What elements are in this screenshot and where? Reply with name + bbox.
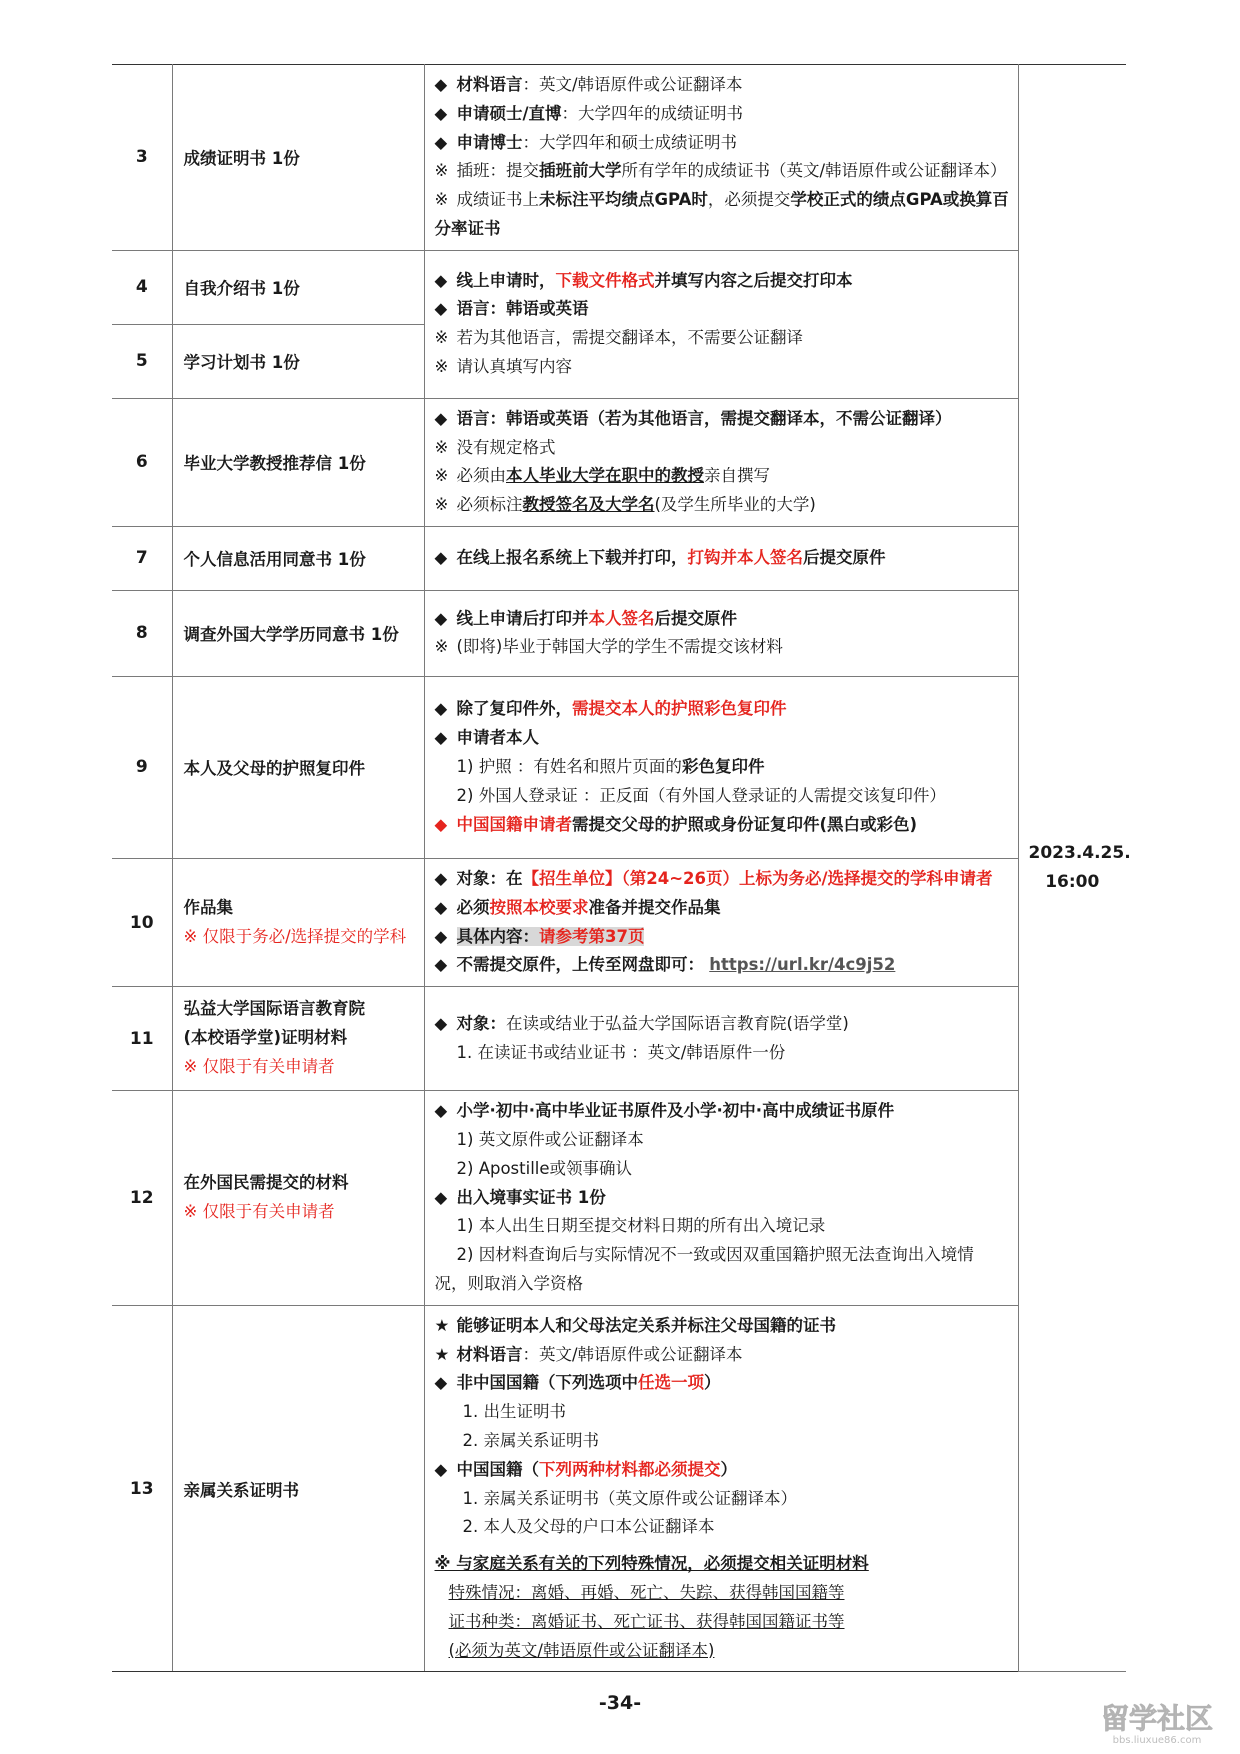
detail-line: ★ 能够证明本人和父母法定关系并标注父母国籍的证书 <box>434 1315 836 1335</box>
table-row <box>112 1305 1126 1672</box>
watermark-url: bbs.liuxue86.com <box>1112 1735 1202 1746</box>
detail-line: ◆ 除了复印件外，需提交本人的护照彩色复印件 <box>434 699 787 719</box>
item-details <box>424 526 1018 590</box>
item-details <box>424 676 1018 858</box>
portfolio-link[interactable]: https://url.kr/4c9j52 <box>709 955 896 975</box>
detail-line: ◆ 必须按照本校要求准备并提交作品集 <box>434 897 721 917</box>
detail-line: 2. 本人及父母的户口本公证翻译本 <box>462 1517 715 1537</box>
item-name: 本人及父母的护照复印件 <box>172 676 424 858</box>
detail-line: ◆ 非中国国籍（下列选项中任选一项） <box>434 1373 721 1393</box>
row-number: 5 <box>112 324 172 398</box>
page-number: -34- <box>598 1692 642 1714</box>
row-number: 12 <box>112 1091 172 1306</box>
row-number: 6 <box>112 398 172 526</box>
table-row <box>112 987 1126 1091</box>
detail-line: ◆ 不需提交原件，上传至网盘即可： https://url.kr/4c9j52 <box>434 955 896 975</box>
row-number: 9 <box>112 676 172 858</box>
detail-line: ◆ 线上申请时，下载文件格式并填写内容之后提交打印本 <box>434 270 853 290</box>
detail-line: ◆ 在线上报名系统上下载并打印，打钩并本人签名后提交原件 <box>434 548 886 568</box>
detail-line: ※ 若为其他语言，需提交翻译本，不需要公证翻译 <box>434 328 803 348</box>
detail-line: 2) 因材料查询后与实际情况不一致或因双重国籍护照无法查询出入境情 <box>456 1245 974 1265</box>
item-details <box>424 1091 1018 1306</box>
row-number: 4 <box>112 250 172 324</box>
detail-line: ◆ 材料语言：英文/韩语原件或公证翻译本 <box>434 75 743 94</box>
detail-line: ◆ 对象：在【招生单位】（第24~26页）上标为务必/选择提交的学科申请者 <box>434 868 993 888</box>
item-name: 学习计划书 1份 <box>172 324 424 398</box>
detail-line: 1) 英文原件或公证翻译本 <box>456 1129 644 1149</box>
item-details <box>424 1305 1018 1672</box>
item-name: 调查外国大学学历同意书 1份 <box>172 590 424 676</box>
item-name: 作品集 ※ 仅限于务必/选择提交的学科 <box>172 858 424 986</box>
detail-line: 1. 亲属关系证明书（英文原件或公证翻译本） <box>462 1488 797 1508</box>
item-details <box>424 987 1018 1091</box>
detail-line: ※ 成绩证书上未标注平均绩点GPA时，必须提交学校正式的绩点GPA或换算百分率证书 <box>434 190 1009 238</box>
table-row <box>112 65 1126 251</box>
detail-line: ※ (即将)毕业于韩国大学的学生不需提交该材料 <box>434 637 783 657</box>
detail-line: ◆ 申请硕士/直博：大学四年的成绩证明书 <box>434 103 744 123</box>
item-details <box>424 65 1018 251</box>
row-number: 3 <box>112 65 172 251</box>
item-details <box>424 398 1018 526</box>
detail-line: 2. 亲属关系证明书 <box>462 1430 599 1450</box>
detail-line: ◆ 申请者本人 <box>434 728 539 748</box>
detail-line: 1) 护照 ：有姓名和照片页面的彩色复印件 <box>456 757 765 777</box>
item-note: ※ 仅限于有关申请者 <box>183 1057 335 1077</box>
detail-line: 特殊情况：离婚、再婚、死亡、失踪、获得韩国国籍等 <box>448 1582 845 1602</box>
table-row <box>112 398 1126 526</box>
detail-line: ◆ 申请博士：大学四年和硕士成绩证明书 <box>434 132 737 152</box>
table-row <box>112 676 1126 858</box>
detail-line: 1) 本人出生日期至提交材料日期的所有出入境记录 <box>456 1216 826 1236</box>
watermark-logo-text: 留学社区 <box>1100 1702 1214 1735</box>
detail-line: ※ 必须标注教授签名及大学名(及学生所毕业的大学) <box>434 495 816 515</box>
detail-line: ※ 请认真填写内容 <box>434 357 572 377</box>
deadline: 2023.4.25. 16:00 <box>1018 65 1126 1672</box>
detail-line: 2) 外国人登录证 ：正反面（有外国人登录证的人需提交该复印件） <box>456 785 946 805</box>
detail-line: ◆ 语言：韩语或英语（若为其他语言，需提交翻译本，不需公证翻译） <box>434 408 952 428</box>
table-row <box>112 526 1126 590</box>
table-row <box>112 1091 1126 1306</box>
item-name: 自我介绍书 1份 <box>172 250 424 324</box>
item-name: 弘益大学国际语言教育院 (本校语学堂)证明材料 ※ 仅限于有关申请者 <box>172 987 424 1091</box>
item-note: ※ 仅限于有关申请者 <box>183 1201 335 1221</box>
detail-line: ◆ 小学·初中·高中毕业证书原件及小学·初中·高中成绩证书原件 <box>434 1101 895 1121</box>
table-row <box>112 858 1126 986</box>
detail-line: ※ 与家庭关系有关的下列特殊情况，必须提交相关证明材料 <box>434 1554 869 1574</box>
item-name: 成绩证明书 1份 <box>172 65 424 251</box>
detail-line: ◆ 中国国籍（下列两种材料都必须提交） <box>434 1459 737 1479</box>
detail-line: 证书种类：离婚证书、死亡证书、获得韩国国籍证书等 <box>448 1611 845 1631</box>
detail-line: 况，则取消入学资格 <box>434 1273 583 1293</box>
detail-line: ※ 没有规定格式 <box>434 437 556 457</box>
detail-line: ◆ 具体内容：请参考第37页 <box>434 926 645 946</box>
detail-line: ※ 插班：提交插班前大学所有学年的成绩证书（英文/韩语原件或公证翻译本） <box>434 161 1007 181</box>
detail-line: 2) Apostille或领事确认 <box>456 1158 633 1178</box>
item-name: 毕业大学教授推荐信 1份 <box>172 398 424 526</box>
detail-line: ◆ 中国国籍申请者需提交父母的护照或身份证复印件(黑白或彩色) <box>434 814 918 834</box>
detail-line: 1. 在读证书或结业证书 ：英文/韩语原件一份 <box>456 1042 786 1062</box>
detail-line: (必须为英文/韩语原件或公证翻译本) <box>448 1640 715 1660</box>
row-number: 11 <box>112 987 172 1091</box>
item-name: 个人信息活用同意书 1份 <box>172 526 424 590</box>
row-number: 13 <box>112 1305 172 1672</box>
row-number: 10 <box>112 858 172 986</box>
item-details <box>424 858 1018 986</box>
item-name: 在外国民需提交的材料 ※ 仅限于有关申请者 <box>172 1091 424 1306</box>
row-number: 8 <box>112 590 172 676</box>
watermark-logo <box>1082 1696 1232 1746</box>
document-table <box>112 64 1131 1672</box>
table-row <box>112 250 1126 324</box>
detail-line: ★ 材料语言：英文/韩语原件或公证翻译本 <box>434 1344 743 1364</box>
item-name: 亲属关系证明书 <box>172 1305 424 1672</box>
detail-line: ◆ 线上申请后打印并本人签名后提交原件 <box>434 608 737 628</box>
detail-line: 1. 出生证明书 <box>462 1402 566 1422</box>
detail-line: ◆ 对象：在读或结业于弘益大学国际语言教育院(语学堂) <box>434 1013 849 1033</box>
table-row <box>112 590 1126 676</box>
detail-line: ◆ 语言：韩语或英语 <box>434 299 589 319</box>
item-details <box>424 590 1018 676</box>
item-details <box>424 250 1018 398</box>
item-note: ※ 仅限于务必/选择提交的学科 <box>183 926 407 946</box>
detail-line: ※ 必须由本人毕业大学在职中的教授亲自撰写 <box>434 466 770 486</box>
row-number: 7 <box>112 526 172 590</box>
detail-line: ◆ 出入境事实证书 1份 <box>434 1187 606 1207</box>
